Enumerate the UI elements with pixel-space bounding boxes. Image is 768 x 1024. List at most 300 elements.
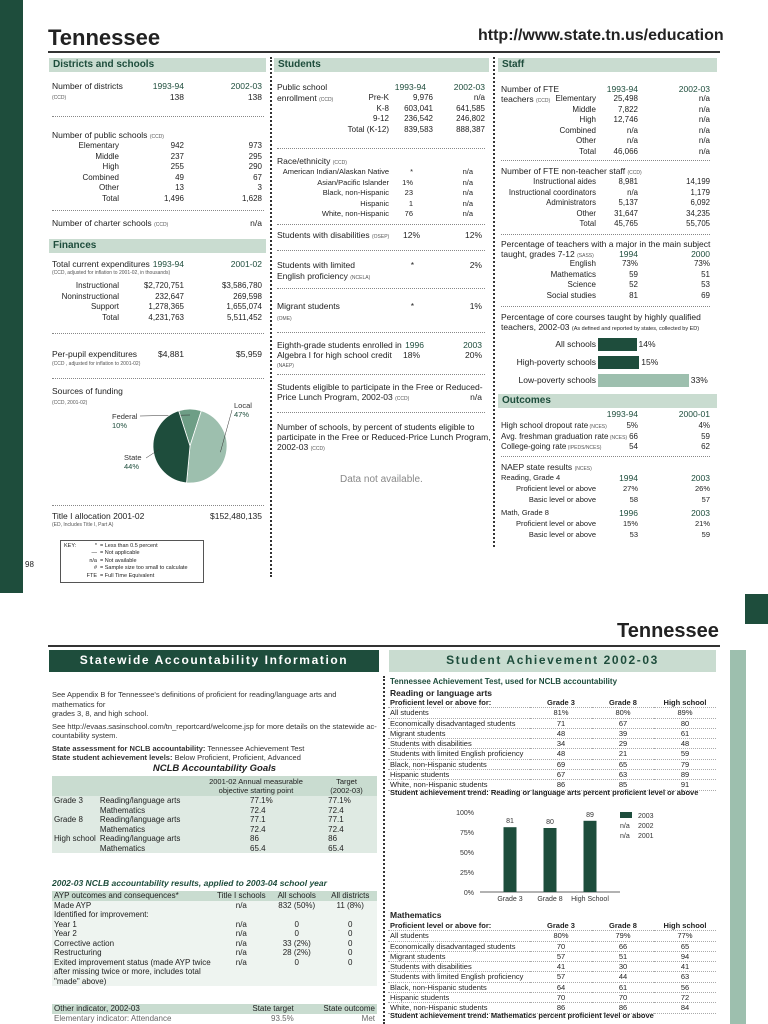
legend-label: 2002 <box>638 823 654 830</box>
results-row <box>52 939 377 949</box>
row-value: 58 <box>629 494 638 504</box>
source: (CCD) <box>149 134 164 140</box>
row-label-text: High school dropout rate <box>501 421 589 430</box>
frs-label <box>277 442 325 455</box>
outcome-row <box>501 442 710 453</box>
hq-bar-label: Low-poverty schools <box>518 375 596 385</box>
results-cell <box>270 910 324 920</box>
row-label: High <box>579 115 596 124</box>
rla-table <box>388 698 716 791</box>
lep-label-text: English proficiency <box>277 271 348 281</box>
row-label <box>501 442 601 454</box>
ach-cell: 65 <box>592 759 654 769</box>
key-box <box>60 540 204 583</box>
divider <box>277 288 485 289</box>
goals-cell: 65.4 <box>328 843 344 853</box>
value: * <box>410 260 414 270</box>
row-value: 269,598 <box>233 291 262 301</box>
year-header: 1996 <box>619 508 638 518</box>
ach-cell: Migrant students <box>388 951 530 961</box>
nonteacher-rows <box>501 177 710 230</box>
row-value: 49 <box>175 172 184 182</box>
data-row <box>501 115 710 126</box>
other-cell: Elementary indicator: Attendance <box>54 1013 172 1023</box>
row-label: Proficient level or above <box>515 519 596 528</box>
key-title <box>64 558 84 565</box>
row-label: Basic level or above <box>528 529 596 539</box>
goals-cell: 86 <box>328 834 338 843</box>
row-value: 4% <box>698 421 710 430</box>
key-meaning: = Full Time Equivalent <box>100 572 155 579</box>
goals-header-line: (2002-03) <box>330 786 363 795</box>
bar-value-label: 80 <box>546 819 554 826</box>
results-cell: Corrective action <box>54 938 115 948</box>
title1-label: Title I allocation 2001-02 <box>52 511 145 521</box>
results-cell: n/a <box>235 957 247 967</box>
ach-cell: 70 <box>592 993 654 1003</box>
ach-row <box>388 941 716 951</box>
ach-cell: 91 <box>654 780 716 790</box>
results-table <box>52 891 377 986</box>
results-cell: 832 (50%) <box>278 900 316 910</box>
data-row <box>52 162 264 173</box>
tce-note: (CCD, adjusted for inflation to 2001-02, in thousands) <box>52 270 171 276</box>
row-value: n/a <box>698 125 710 135</box>
row-label: Support <box>90 302 119 311</box>
charter-label <box>52 218 168 231</box>
results-cell: 0 <box>348 938 353 948</box>
other-header-cell: State outcome <box>323 1004 375 1013</box>
fte-label-text: teachers <box>501 94 534 104</box>
ach-cell: Black, non-Hispanic students <box>388 982 530 992</box>
key-row <box>64 543 200 550</box>
year-header: 1993-94 <box>606 84 638 94</box>
ach-row <box>388 749 716 759</box>
data-row <box>277 188 485 199</box>
row-value: 839,583 <box>404 124 433 134</box>
key-row <box>64 550 200 557</box>
ach-cell: White, non-Hispanic students <box>388 780 530 790</box>
data-row <box>501 519 710 530</box>
ach-cell: 70 <box>530 941 592 951</box>
ppe-note: (CCD , adjusted for inflation to 2001-02) <box>52 361 141 367</box>
ach-row <box>388 951 716 961</box>
goals-cell: High school <box>54 834 96 843</box>
frl-label-text: Price Lunch Program, 2002-03 <box>277 392 393 402</box>
row-value: n/a <box>462 177 473 187</box>
students-header: Students <box>274 58 489 72</box>
row-value: 942 <box>170 141 184 150</box>
row-value: 25,498 <box>613 94 638 103</box>
ach-header-cell: High school <box>654 698 716 708</box>
hq-bar-label: High-poverty schools <box>516 357 596 367</box>
algebra-label: Eighth-grade students enrolled in <box>277 340 402 350</box>
goals-cell: 77.1% <box>328 796 351 805</box>
hq-bar <box>598 338 637 351</box>
results-cell: n/a <box>235 948 247 957</box>
row-label: Science <box>567 280 596 289</box>
row-value: 57 <box>701 494 710 504</box>
goals-row <box>52 815 377 825</box>
goals-header <box>316 777 377 795</box>
row-value: 9,976 <box>412 93 433 102</box>
fte-label: Number of FTE <box>501 84 560 94</box>
ach-row <box>388 739 716 749</box>
math-rows <box>501 519 710 540</box>
row-value: * <box>410 167 413 176</box>
results-cell: Year 1 <box>54 919 77 929</box>
enrollment-label-text: enrollment <box>277 93 317 103</box>
ach-cell: Hispanic students <box>388 993 530 1003</box>
row-value: n/a <box>462 198 473 208</box>
results-row <box>52 920 377 930</box>
data-row <box>52 152 264 163</box>
ach-row <box>388 982 716 992</box>
row-value: 1,628 <box>241 193 262 203</box>
ach-header-cell: Grade 8 <box>592 921 654 931</box>
row-label: Total <box>102 193 119 203</box>
results-cell: 28 (2%) <box>282 948 311 957</box>
data-row <box>501 177 710 188</box>
ach-cell: 79 <box>654 759 716 769</box>
row-label: Instructional <box>75 281 119 290</box>
ach-row <box>388 759 716 769</box>
goals-header-line: Target <box>336 777 357 786</box>
ach-cell: 71 <box>530 718 592 728</box>
data-row <box>501 147 710 158</box>
key-title <box>64 550 84 557</box>
row-label: Proficient level or above <box>515 484 596 493</box>
data-row <box>501 209 710 220</box>
row-value: n/a <box>698 115 710 124</box>
ach-cell: 81% <box>530 708 592 718</box>
row-value: 641,585 <box>456 103 485 113</box>
goals-row <box>52 796 377 806</box>
row-value: 246,802 <box>456 114 485 123</box>
row-value: 14,199 <box>686 177 710 186</box>
ach-header-cell: Grade 8 <box>592 698 654 708</box>
tce-label: Total current expenditures <box>52 259 150 269</box>
row-value: 5,137 <box>618 198 638 207</box>
results-cell <box>270 977 324 987</box>
divider <box>277 332 485 333</box>
row-label: Elementary <box>555 94 596 103</box>
goals-cell: Reading/language arts <box>99 796 181 805</box>
row-value: 62 <box>701 442 710 451</box>
row-label: Hispanic <box>360 198 389 208</box>
row-value: 15% <box>622 519 638 528</box>
row-value: 232,647 <box>155 291 184 301</box>
key-row <box>64 565 200 572</box>
ach-cell: 94 <box>654 951 716 961</box>
data-row <box>501 291 710 302</box>
disabilities-label <box>277 230 389 243</box>
ach-row <box>388 931 716 941</box>
row-value: 59 <box>701 431 710 441</box>
row-value: 8,981 <box>618 177 638 186</box>
hq-label-text: teachers, 2002-03 <box>501 322 570 332</box>
title1-note: (ED, Includes Title I, Part A) <box>52 522 114 528</box>
row-value: 1% <box>402 177 413 187</box>
data-row <box>501 219 710 230</box>
year-header: 1993-94 <box>394 82 426 92</box>
results-row <box>52 958 377 968</box>
test-label: Tennessee Achievement Test, used for NCLB accountability <box>390 677 618 686</box>
assess-line <box>52 744 377 754</box>
link-line[interactable]: See http://evaas.sasinschool.com/tn_reportcard/welcome.jsp for more details on the statewide ac- <box>52 721 377 731</box>
year-header: 2000-01 <box>678 409 710 419</box>
ach-cell: Migrant students <box>388 728 530 738</box>
row-label: Noninstructional <box>61 291 119 301</box>
row-label: Total (K-12) <box>347 124 389 134</box>
source: (CCD) <box>154 222 169 228</box>
x-tick-label: Grade 8 <box>537 896 563 903</box>
ach-row <box>388 770 716 780</box>
divider <box>501 456 710 457</box>
row-value: 5% <box>626 421 638 430</box>
data-row <box>501 270 710 281</box>
results-header-cell: AYP outcomes and consequences* <box>54 891 179 900</box>
bar <box>504 827 517 892</box>
divider <box>277 224 485 225</box>
sai-header: Statewide Accountability Information <box>49 650 379 672</box>
row-value: 69 <box>701 290 710 300</box>
row-label: Middle <box>572 104 596 114</box>
source: (IPEDS/NCES) <box>566 445 602 451</box>
intro-line: grades 3, 8, and high school. <box>52 709 149 718</box>
year-header: 1994 <box>619 249 638 259</box>
data-row <box>52 183 264 194</box>
data-row <box>501 530 710 541</box>
ach-cell: 79% <box>592 931 654 941</box>
results-row <box>52 967 377 977</box>
y-tick-label: 75% <box>459 830 474 837</box>
bar <box>544 828 557 892</box>
hq-note: (As defined and reported by states, collected by ED) <box>571 326 700 332</box>
y-tick-label: 100% <box>456 810 474 817</box>
key-title: KEY: <box>64 543 77 549</box>
data-not-available: Data not available. <box>340 474 423 485</box>
hq-label: Percentage of core courses taught by highly qualified <box>501 312 701 322</box>
legend-swatch <box>620 812 632 818</box>
data-row <box>52 292 264 303</box>
data-row <box>52 302 264 313</box>
value: n/a <box>250 218 262 228</box>
ach-cell: 80% <box>530 931 592 941</box>
goals-cell: 77.1 <box>328 815 344 824</box>
ach-cell: 67 <box>530 770 592 780</box>
ach-cell: Students with disabilities <box>388 962 530 972</box>
legend-value: n/a <box>620 823 630 830</box>
ach-cell: 63 <box>654 972 716 982</box>
row-value: 53 <box>701 280 710 289</box>
algebra-label: Algebra I for high school credit <box>277 350 392 360</box>
results-cell: 0 <box>348 919 353 929</box>
row-label: Combined <box>559 125 596 135</box>
outcomes-header: Outcomes <box>498 394 717 408</box>
row-value: n/a <box>626 125 638 135</box>
staff-header: Staff <box>498 58 717 72</box>
key-meaning: = Not available <box>100 557 137 564</box>
goals-cell: 77.1% <box>250 796 273 805</box>
results-cell: 0 <box>348 929 353 938</box>
goals-row <box>52 806 377 816</box>
goals-cell: 72.4 <box>250 824 266 834</box>
math-title: Mathematics <box>390 910 442 920</box>
data-row <box>277 209 485 220</box>
ach-cell: 34 <box>530 739 592 749</box>
goals-cell: 77.1 <box>250 815 266 824</box>
divider <box>277 250 485 251</box>
column-divider <box>383 676 385 1024</box>
year-header: 1996 <box>405 340 424 350</box>
link-line: countability system. <box>52 731 118 740</box>
key-symbol: — <box>91 550 97 557</box>
ach-cell: 21 <box>592 749 654 759</box>
results-cell <box>213 977 270 987</box>
row-label: Pre-K <box>368 93 389 102</box>
row-value: 59 <box>701 529 710 539</box>
ach-cell: Economically disadvantaged students <box>388 941 530 951</box>
ach-cell: 86 <box>592 1003 654 1013</box>
data-row <box>501 136 710 147</box>
data-row <box>501 484 710 495</box>
source: (NCELA) <box>350 275 371 281</box>
row-value: 5,511,452 <box>227 312 262 322</box>
column-divider <box>493 57 495 547</box>
divider <box>501 234 710 235</box>
goals-cell: 72.4 <box>328 805 344 815</box>
row-value: 13 <box>175 183 184 192</box>
disabilities-label-text: Students with disabilities <box>277 230 370 240</box>
key-meaning: = Less than 0.5 percent <box>100 543 158 549</box>
levels-label: State student achievement levels: <box>52 753 173 762</box>
goals-header-blank <box>52 777 196 795</box>
tce-rows <box>52 281 264 323</box>
row-value: 21% <box>694 519 710 528</box>
row-value: 237 <box>170 151 184 161</box>
results-cell: "made" above) <box>54 976 107 986</box>
goals-header-line: 2001-02 Annual measurable <box>209 777 303 786</box>
ach-cell: 61 <box>654 728 716 738</box>
row-value: 4,231,763 <box>148 312 184 322</box>
ach-header-row <box>388 921 716 931</box>
data-row <box>52 173 264 184</box>
ach-cell: 89 <box>654 770 716 780</box>
row-label: White, non-Hispanic <box>321 209 389 218</box>
data-row <box>277 93 485 104</box>
row-value: 73% <box>693 259 710 268</box>
row-value: 973 <box>248 141 262 150</box>
source: (CCD) <box>535 98 551 104</box>
source: (CCD) <box>319 97 334 103</box>
enrollment-rows <box>277 93 485 135</box>
row-value: 3 <box>257 183 262 192</box>
results-cell <box>323 910 377 920</box>
row-value: n/a <box>462 188 473 197</box>
assess-value: Tennessee Achievement Test <box>207 743 305 753</box>
divider <box>277 374 485 375</box>
results-cell <box>270 967 324 977</box>
goals-header-line: objective starting point <box>218 786 294 795</box>
row-label: Combined <box>82 172 119 182</box>
divider <box>501 160 710 161</box>
goals-cell: Grade 3 <box>54 796 83 805</box>
page-title: Tennessee <box>48 25 161 50</box>
goals-cell: 72.4 <box>328 824 344 834</box>
ach-cell: 64 <box>530 982 592 992</box>
goals-cell: Mathematics <box>99 824 146 834</box>
other-header-cell: State target <box>252 1004 294 1013</box>
ach-cell: 61 <box>592 982 654 992</box>
sai-intro <box>52 690 377 763</box>
goals-cell: Mathematics <box>99 805 146 815</box>
results-cell <box>323 967 377 977</box>
ach-cell: 66 <box>592 941 654 951</box>
outcome-row <box>501 421 710 432</box>
row-value: n/a <box>698 104 710 114</box>
outcome-row <box>501 432 710 443</box>
data-row <box>52 194 264 205</box>
frs-label-text: 2002-03 <box>277 442 309 452</box>
pie-label: Local <box>234 401 252 410</box>
rla-trend-chart <box>440 800 680 908</box>
results-row <box>52 977 377 987</box>
state-url[interactable]: http://www.state.tn.us/education <box>478 27 724 44</box>
major-rows <box>501 259 710 301</box>
source: (CCD) <box>332 160 347 166</box>
row-value: 7,822 <box>617 104 638 114</box>
migrant-label: Migrant students <box>277 301 340 311</box>
schools-rows <box>52 141 264 204</box>
results-cell: Exited improvement status (made AYP twice <box>54 957 211 967</box>
row-value: n/a <box>698 94 710 103</box>
ach-cell: 89% <box>654 708 716 718</box>
page2-title: Tennessee <box>617 620 719 642</box>
ach-cell: 72 <box>654 993 716 1003</box>
divider <box>277 412 485 413</box>
goals-row <box>52 825 377 835</box>
page-number: 98 <box>25 560 34 569</box>
goals-row <box>52 834 377 844</box>
row-value: 6,092 <box>690 198 710 207</box>
row-value: 81 <box>629 290 638 300</box>
data-row <box>277 178 485 189</box>
year-header: 1993-94 <box>152 81 184 91</box>
results-header-row <box>52 891 377 901</box>
data-row <box>277 125 485 136</box>
row-label: K-8 <box>376 103 389 113</box>
data-row <box>52 281 264 292</box>
page2-title-rule <box>48 645 720 647</box>
row-label: Instructional coordinators <box>508 187 596 197</box>
hq-bar-value: 14% <box>638 339 656 349</box>
ach-row <box>388 962 716 972</box>
value: * <box>410 301 414 311</box>
value: $4,881 <box>158 349 184 359</box>
value: 2% <box>469 260 482 270</box>
hq-bar-value: 15% <box>641 357 659 367</box>
x-tick-label: High School <box>571 896 609 903</box>
ach-cell: 77% <box>654 931 716 941</box>
year-header: 2002-03 <box>230 81 262 91</box>
row-label: Other <box>575 136 596 145</box>
row-value: n/a <box>698 146 710 156</box>
data-row <box>277 104 485 115</box>
goals-cell <box>52 825 98 835</box>
legend-label: 2003 <box>638 813 654 820</box>
ach-cell: 41 <box>654 962 716 972</box>
